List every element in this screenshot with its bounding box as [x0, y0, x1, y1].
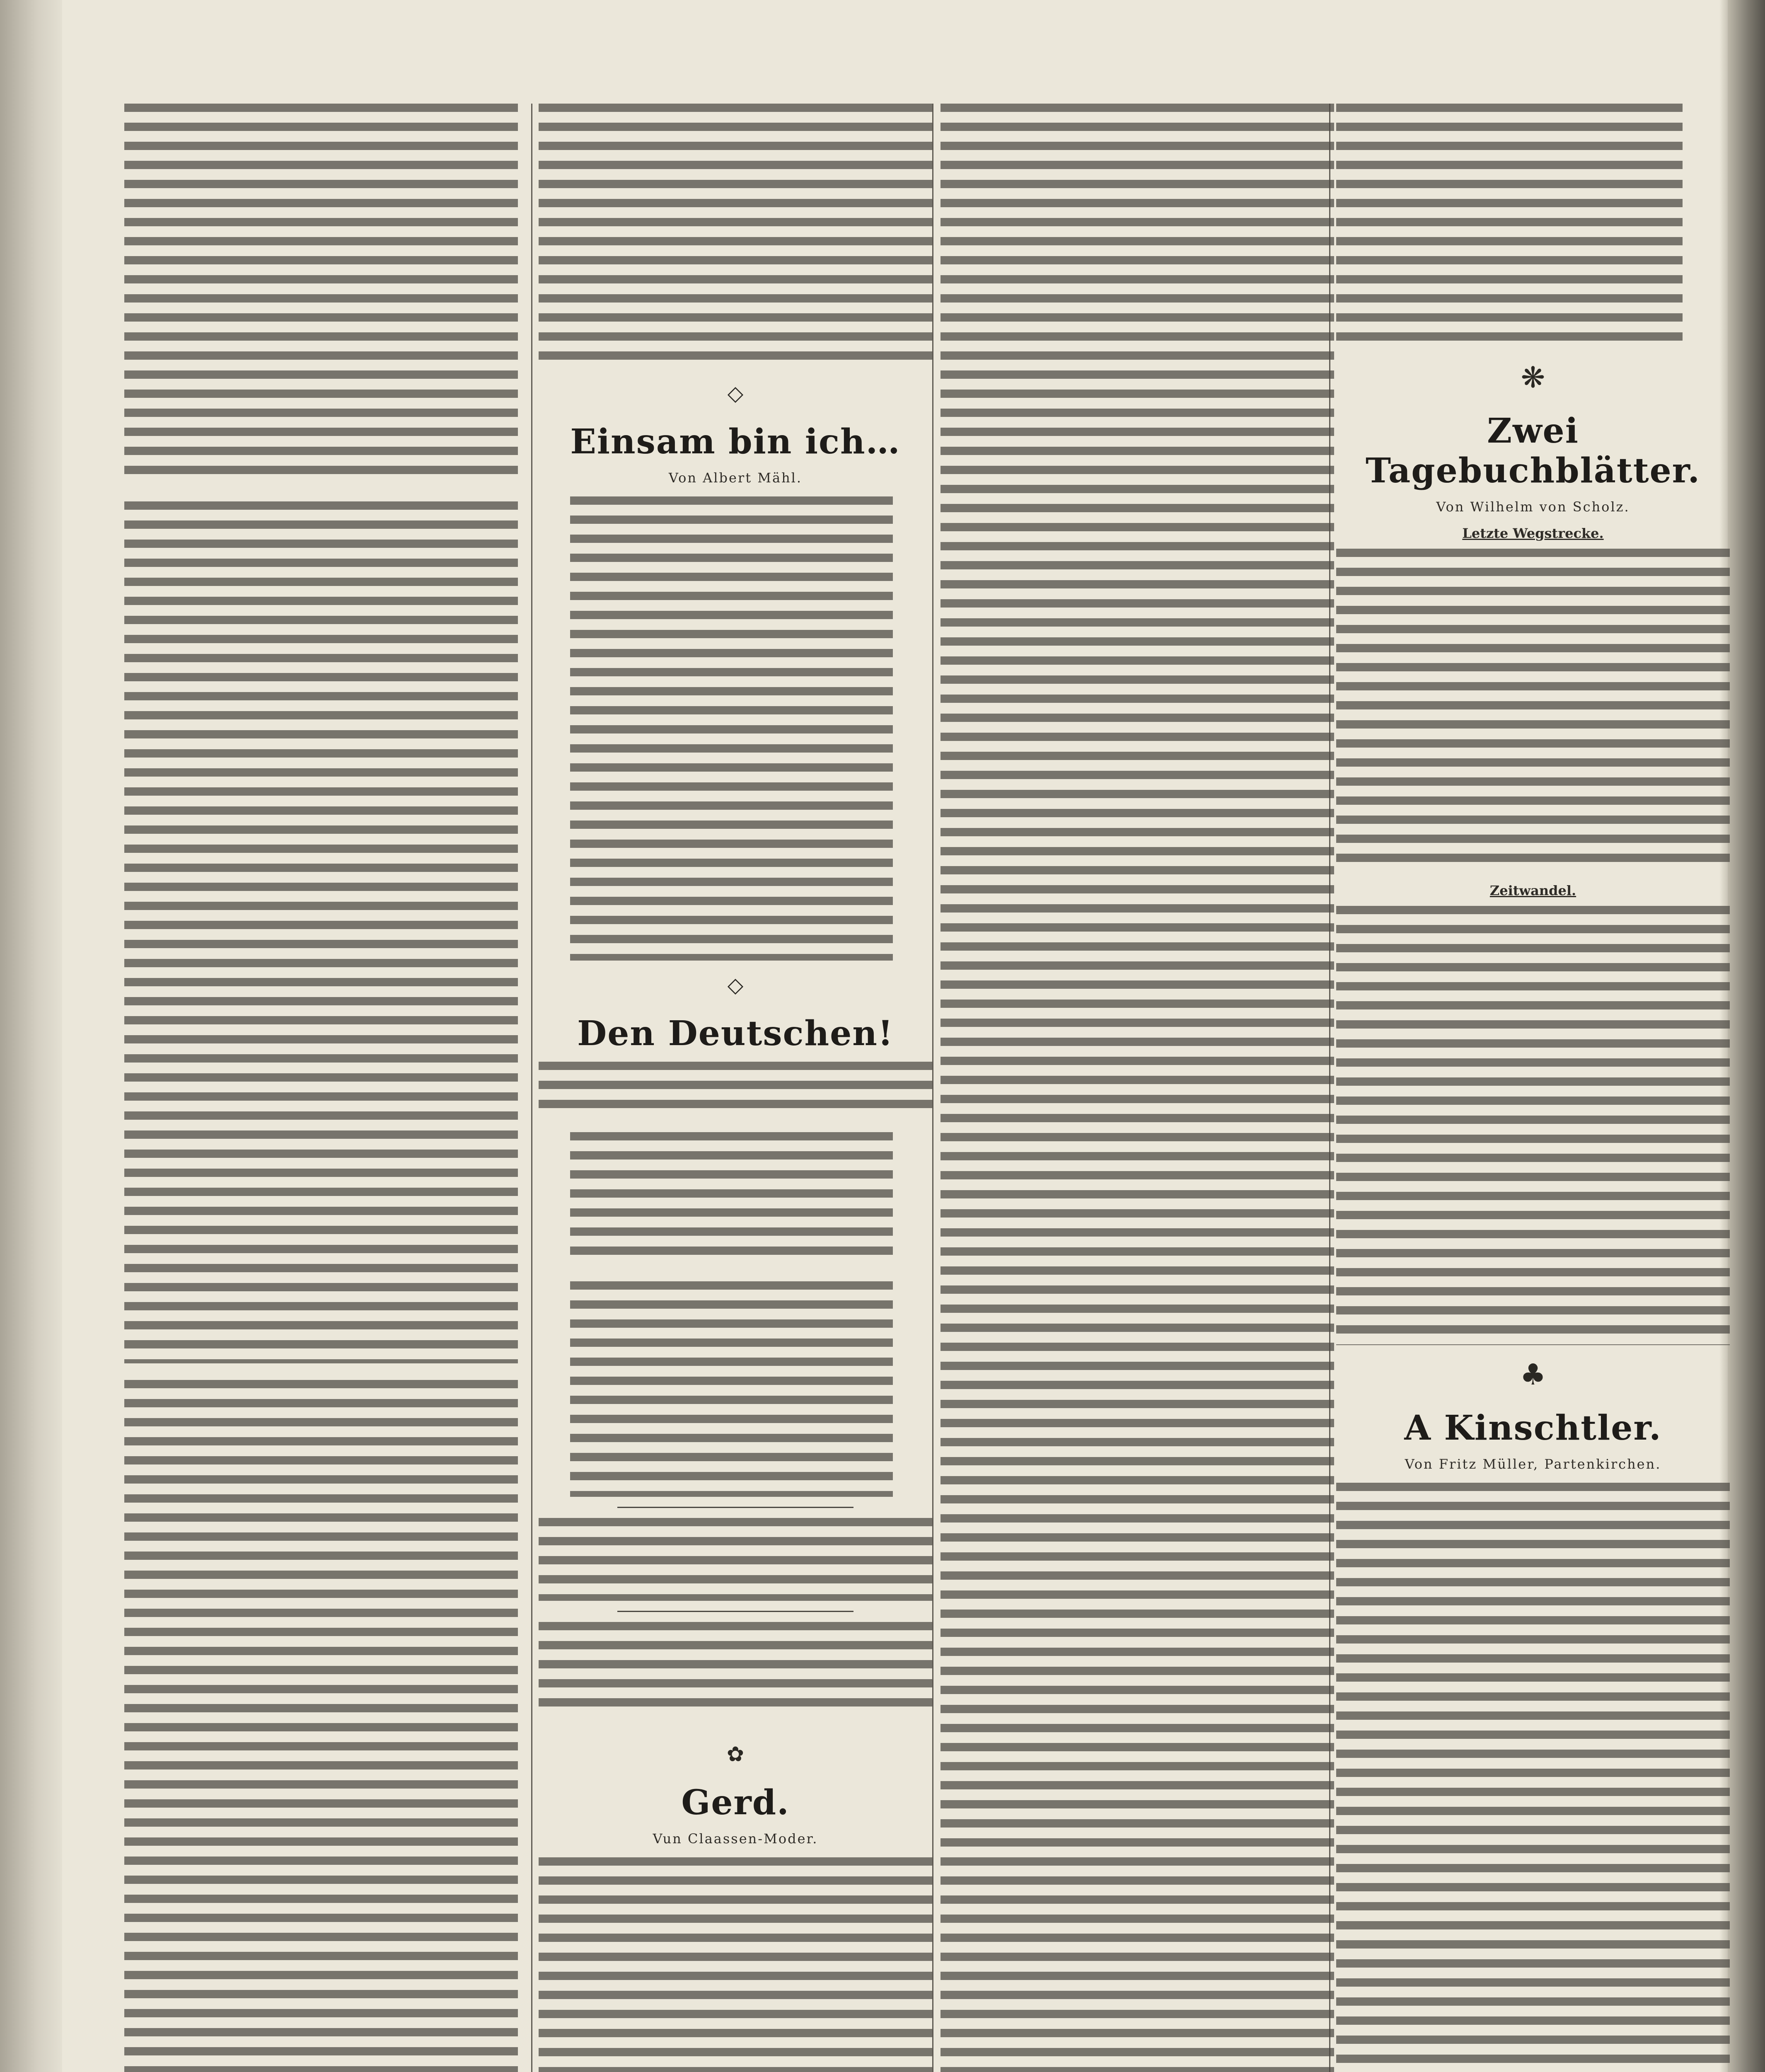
text-block — [1336, 104, 1683, 348]
column-3 — [941, 104, 1334, 2072]
text-block — [539, 1062, 932, 1116]
column-rule — [531, 104, 532, 2072]
text-block — [539, 1518, 932, 1601]
ornament-diamond: ◇ — [727, 381, 744, 405]
byline-gerd: Vun Claassen-Moder. — [653, 1831, 818, 1847]
text-block — [539, 1857, 932, 2072]
headline-gerd: Gerd. — [681, 1783, 790, 1823]
divider — [617, 1507, 853, 1508]
byline-kinschtler: Von Fritz Müller, Partenkirchen. — [1405, 1456, 1661, 1472]
text-block — [539, 104, 932, 369]
subhead-letzte-wegstrecke: Letzte Wegstrecke. — [1462, 525, 1604, 541]
poem-block — [570, 1132, 893, 1265]
byline-einsam: Von Albert Mähl. — [668, 470, 803, 486]
text-block — [124, 1380, 518, 2072]
column-2 — [539, 104, 932, 2072]
poem-block — [570, 1281, 893, 1497]
column-1 — [124, 104, 518, 2072]
text-block — [1336, 906, 1730, 1345]
book-gutter-right — [1728, 0, 1765, 2072]
text-block — [941, 104, 1334, 2072]
headline-kinschtler: A Kinschtler. — [1404, 1408, 1662, 1448]
ornament-flower: ✿ — [727, 1742, 744, 1766]
ornament-diamond: ◇ — [727, 973, 744, 997]
headline-einsam: Einsam bin ich… — [570, 422, 901, 462]
subhead-zeitwandel: Zeitwandel. — [1489, 883, 1576, 898]
text-block — [539, 1622, 932, 1713]
ornament-clover: ♣ — [1520, 1358, 1546, 1392]
ornament-asterism: ❋ — [1521, 361, 1545, 395]
text-block — [124, 104, 518, 485]
book-gutter-left — [0, 0, 62, 2072]
column-rule — [932, 104, 933, 2072]
text-block — [1336, 1483, 1730, 2063]
headline-deutschen: Den Deutschen! — [577, 1014, 894, 1053]
byline-tagebuch: Von Wilhelm von Scholz. — [1436, 499, 1630, 515]
text-block — [124, 501, 518, 1363]
column-4 — [1336, 104, 1730, 2072]
text-block — [1336, 549, 1730, 872]
headline-tagebuch: Zwei Tagebuchblätter. — [1365, 411, 1701, 491]
poem-block — [570, 496, 893, 961]
divider — [617, 1611, 853, 1612]
